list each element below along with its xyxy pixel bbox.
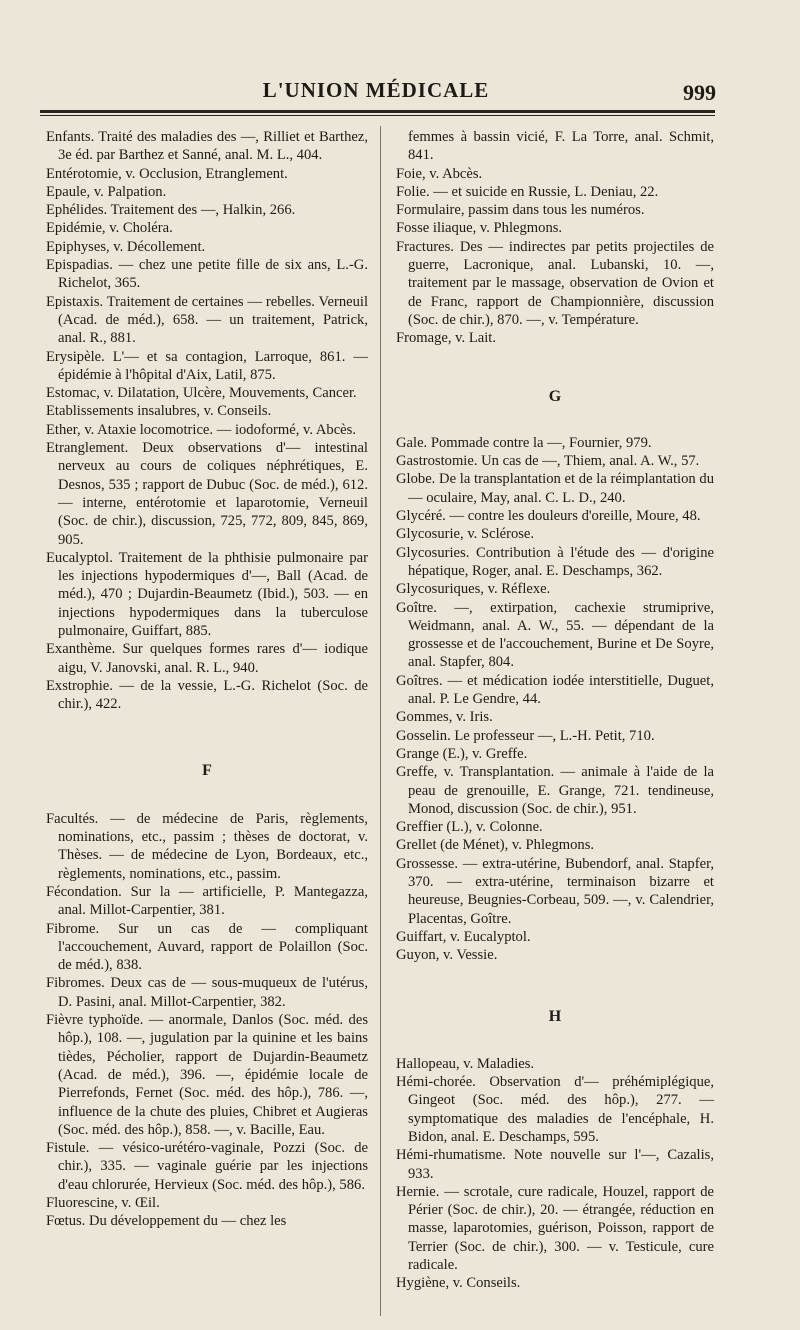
index-entry: Hémi-rhumatisme. Note nouvelle sur l'—, Cazalis, 933. (396, 1147, 714, 1182)
index-entry: Fœtus. Du développement du — chez les (46, 1213, 287, 1230)
index-entry: Greffe, v. Transplantation. — animale à l'aide de la peau de grenouille, E. Grange, 721. tendineuse, Monod, discussion (Soc. de chir.), 951. (396, 764, 714, 817)
index-entry: Estomac, v. Dilatation, Ulcère, Mouvements, Cancer. (46, 385, 357, 402)
index-entry: Fistule. — vésico-urétéro-vaginale, Pozzi (Soc. de chir.), 335. — vaginale guérie par les injections d'eau chlorurée, Hervieux (Soc. méd. des hôp.), 586. (46, 1140, 368, 1193)
section-letter-h: H (548, 1008, 562, 1026)
index-entry: Fièvre typhoïde. — anormale, Danlos (Soc. méd. des hôp.), 108. —, jugulation par la quinine et les bains tièdes, Pécholier, rapport de Dujardin-Beaumetz (Acad. de méd.), 396. —, épidémie locale de Pierrefonds, Fernet (Soc. méd. des hôp.), 786. —, influence de la chute des pluies, Chibret et Augieras (Soc. méd. des hôp.), 858. —, v. Bacille, Eau. (46, 1012, 368, 1138)
index-entry: Guyon, v. Vessie. (396, 947, 498, 964)
index-entry: Epaule, v. Palpation. (46, 183, 167, 200)
index-entry: Etranglement. Deux observations d'— intestinal nerveux au cours de coliques néphrétiques, E. Desnos, 535 ; rapport de Dubuc (Soc. de méd.), 612. — interne, entérotomie et laparotomie, Verneuil (Soc. de chir.), discussion, 725, 772, 809, 845, 869, 905. (46, 440, 368, 548)
index-entry: Gommes, v. Iris. (396, 709, 493, 726)
index-entry: Grange (E.), v. Greffe. (396, 745, 528, 762)
index-entry: Gosselin. Le professeur —, L.-H. Petit, 710. (396, 727, 655, 744)
index-entry: Grossesse. — extra-utérine, Bubendorf, anal. Stapfer, 370. — extra-utérine, terminaison bizarre et heureuse, Beugnies-Corbeau, 509. —, v. Calendrier, Placentas, Goître. (396, 855, 714, 927)
index-entry: Goître. —, extirpation, cachexie strumiprive, Weidmann, anal. A. W., 55. — dépendant de la grossesse et de l'accouchement, Burine et De Soyre, anal. Stapfer, 804. (396, 599, 714, 671)
index-entry: Hygiène, v. Conseils. (396, 1275, 521, 1292)
index-entry: Grellet (de Ménet), v. Phlegmons. (396, 837, 595, 854)
index-entry: Glycéré. — contre les douleurs d'oreille, Moure, 48. (396, 508, 701, 525)
index-entry: Glycosurie, v. Sclérose. (396, 526, 535, 543)
index-entry: Fromage, v. Lait. (396, 330, 496, 347)
index-entry: Glycosuriques, v. Réflexe. (396, 581, 551, 598)
index-entry: Enfants. Traité des maladies des —, Rilliet et Barthez, 3e éd. par Barthez et Sanné, anal. M. L., 404. (46, 129, 368, 164)
index-entry: Folie. — et suicide en Russie, L. Deniau, 22. (396, 183, 659, 200)
index-entry: Gastrostomie. Un cas de —, Thiem, anal. A. W., 57. (396, 453, 700, 470)
index-entry: Facultés. — de médecine de Paris, règlements, nominations, etc., passim ; thèses de doctorat, v. Thèses. — de médecine de Lyon, Bordeaux, etc., règlements, nominations, etc., passim. (46, 810, 368, 882)
index-entry: Epiphyses, v. Décollement. (46, 238, 206, 255)
section-letter-g: G (548, 387, 562, 405)
index-entry: Fibromes. Deux cas de — sous-muqueux de l'utérus, D. Pasini, anal. Millot-Carpentier, 382. (46, 975, 368, 1010)
header-rule (40, 110, 715, 113)
header-rule-thin (40, 115, 715, 116)
right-column (396, 128, 714, 1293)
index-entry: Ephélides. Traitement des —, Halkin, 266. (46, 202, 296, 219)
page-number: 999 (683, 80, 716, 105)
index-entry: Etablissements insalubres, v. Conseils. (46, 403, 272, 420)
index-entry: Fractures. Des — indirectes par petits projectiles de guerre, Lacronique, anal. Lubanski, 10. —, traitement par le massage, observation de Ovion et de Franc, rapport de Championnière, discussion (Soc. de chir.), 870. —, v. Température. (396, 238, 714, 328)
index-entry: Hémi-chorée. Observation d'— préhémiplégique, Gingeot (Soc. méd. des hôp.), 277. — symptomatique des maladies de l'encéphale, H. Bidon, anal. E. Deschamps, 595. (396, 1074, 714, 1145)
index-entry: Gale. Pommade contre la —, Fournier, 979. (396, 434, 652, 451)
index-entry: Hallopeau, v. Maladies. (396, 1055, 535, 1072)
left-column (46, 128, 368, 1231)
index-entry: Foie, v. Abcès. (396, 165, 483, 182)
index-entry: Goîtres. — et médication iodée interstitielle, Duguet, anal. P. Le Gendre, 44. (396, 672, 714, 708)
section-letter-f: F (202, 761, 212, 779)
index-entry: Exstrophie. — de la vessie, L.-G. Richelot (Soc. de chir.), 422. (46, 677, 368, 713)
index-entry: Erysipèle. L'— et sa contagion, Larroque, 861. — épidémie à l'hôpital d'Aix, Latil, 875. (46, 348, 368, 383)
index-entry: Ether, v. Ataxie locomotrice. — iodoformé, v. Abcès. (46, 421, 356, 438)
index-entry: Fluorescine, v. Œil. (46, 1195, 160, 1212)
index-entry: Epistaxis. Traitement de certaines — rebelles. Verneuil (Acad. de méd.), 658. — un traitement, Patrick, anal. R., 881. (46, 293, 368, 347)
index-entry: Hernie. — scrotale, cure radicale, Houzel, rapport de Périer (Soc. de chir.), 20. — étrangée, réduction en masse, laparotomies, guérison, Poisson, rapport de Terrier (Soc. de chir.), 300. — v. Testicule, cure radicale. (396, 1183, 714, 1274)
index-entry: Glycosuries. Contribution à l'étude des — d'origine hépatique, Roger, anal. E. Deschamps, 362. (396, 544, 714, 579)
index-entry: Fibrome. Sur un cas de — compliquant l'accouchement, Auvard, rapport de Polaillon (Soc. de méd.), 838. (46, 920, 368, 974)
index-entry: Guiffart, v. Eucalyptol. (396, 928, 531, 945)
column-divider (380, 126, 381, 1316)
index-entry: Greffier (L.), v. Colonne. (396, 819, 543, 836)
index-entry: Epispadias. — chez une petite fille de six ans, L.-G. Richelot, 365. (46, 257, 368, 292)
index-entry: Fosse iliaque, v. Phlegmons. (396, 220, 563, 237)
index-entry: Exanthème. Sur quelques formes rares d'— iodique aigu, V. Janovski, anal. R. L., 940. (46, 641, 368, 676)
index-entry: Eucalyptol. Traitement de la phthisie pulmonaire par les injections hypodermiques d'—, Ball (Acad. de méd.), 470 ; Dujardin-Beaumetz (Ibid.), 503. — en injections hypodermiques dans la tuberculose pulmonaire, Guiffart, 885. (46, 549, 368, 640)
running-title: L'UNION MÉDICALE (262, 78, 490, 102)
index-entry: Globe. De la transplantation et de la réimplantation du — oculaire, May, anal. C. L. D., 240. (396, 471, 714, 506)
index-entry: Entérotomie, v. Occlusion, Etranglement. (46, 165, 288, 182)
index-entry: Epidémie, v. Choléra. (46, 220, 173, 237)
index-entry-continued: femmes à bassin vicié, F. La Torre, anal. Schmit, 841. (408, 129, 714, 164)
index-entry: Formulaire, passim dans tous les numéros. (396, 202, 645, 219)
index-entry: Fécondation. Sur la — artificielle, P. Mantegazza, anal. Millot-Carpentier, 381. (46, 883, 368, 919)
running-head (40, 76, 716, 106)
